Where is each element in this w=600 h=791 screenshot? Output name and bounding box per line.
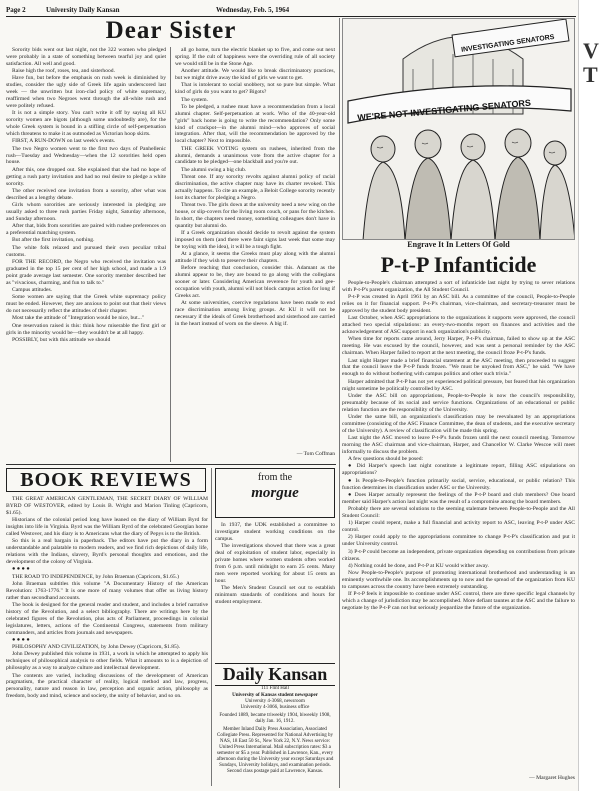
morgue-paragraph: In 1937, the UDK established a committee to investigate student working conditions on the campus. — [215, 522, 335, 542]
paper-name: University Daily Kansan — [46, 6, 120, 14]
pp-infanticide-paragraph: Last night the ASC moved to leave P-t-P's funds frozen until the next council meeting. Tomorrow morning the ASC chairman and vice-chairman, Harper, and Chancellor W. Clarke Wescoe will meet informally to discuss the problem. — [342, 435, 575, 455]
morgue-paragraph: The Men's Student Council set out to establish minimum standards of conditions and hours for student employment. — [215, 584, 335, 605]
newspaper-flag — [215, 663, 335, 775]
flag-line: University 4-3066, business office — [240, 705, 310, 710]
pp-infanticide-paragraph: Now People-to-People's purpose of promoting international brotherhood and understanding is an eminently worthwhile one. Its accomplishments up to now and the spread of the organization from KU to campuses across the country have been extremely outstanding. — [342, 570, 575, 590]
dear-sister-paragraph: The alumni swing a big club. — [181, 166, 247, 173]
dear-sister-signature: — Tom Coffman — [296, 451, 335, 457]
pp-infanticide-column — [342, 280, 575, 775]
dear-sister-paragraph: The white folk relaxed and pursued their own peculiar tribal customs. — [6, 244, 166, 258]
dear-sister-paragraph: Another attitude. We would like to break discriminatory practices, but we might drive away the kind of girls we want to get. — [175, 68, 335, 82]
dear-sister-paragraph: FOR THE RECORD, the Negro who received the invitation was graduated in the top 15 per cent of her high school, and made a 1.9 point grade average last semester. One sorority member described her as "vivacious, charming, and fun to talk to." — [6, 258, 166, 286]
flag-line: University of Kansas student newspaper — [232, 693, 318, 698]
section-rule — [6, 464, 336, 465]
adjacent-page-edge — [578, 0, 600, 791]
pp-infanticide-paragraph: ● Is People-to-People's function primarily social, service, educational, or public relation? This function determines its classification under ASC or the University. — [342, 477, 575, 491]
pp-infanticide-paragraph: ● Did Harper's speech last night constitute a legitimate report, filling ASC stipulations on appropriations? — [342, 463, 575, 477]
cartoon-drawing — [343, 19, 575, 240]
dear-sister-paragraph: Sorority bids went out last night, not the 322 women who pledged were probably in a state of something between tearful joy and quiet satisfaction. All well and good. — [6, 47, 166, 67]
dear-sister-paragraph: Have fun, but before the emphasis on rush week is diminished by studies, consider the ugly side of Greek life again underscored last week — the unwritten but iron-clad policy of white supremacy, reaffirmed when two Negroes went through the all-white rush and were politely refused. — [6, 75, 166, 110]
pp-infanticide-paragraph: Last night Harper made a brief financial statement at the ASC meeting, then proceeded to suggest that the council leave the P-t-P funds frozen. "We must be unyoked from ASC," he said. "We have enough to do without bothering with campus politics and other such trivia." — [342, 357, 575, 378]
pp-infanticide-paragraph: When time for reports came around, Jerry Harper, P-t-P's chairman, failed to show up at the ASC meeting. He was excused by the council, however, and was sent a personal reminder by the ASC chairman. When Harper failed to report at the next meeting, the council froze P-t-P's funds. — [342, 336, 575, 357]
page-masthead — [6, 5, 576, 17]
book-review-paragraph: John Braeman subtitles this volume "A Documentary History of the American Revolution: 1763-1776." It is one more of many volumes that offer us living history rather than secondhand accounts. — [6, 580, 208, 601]
pp-infanticide-paragraph: 3) P-t-P could become an independent, private organization depending on contributions from private citizens. — [342, 548, 575, 562]
pp-infanticide-paragraph: Probably there are several solutions to the seeming stalemate between People-to-People and the All Student Council: — [342, 506, 575, 519]
dear-sister-paragraph: THE GREEK VOTING system on rushees, inherited from the alumni, demands a unanimous vote from the active chapter for a candidate to be pledged—one blackball and you're out. — [175, 145, 335, 166]
adjacent-page-letter: V — [583, 38, 599, 63]
book-review-paragraph: ● ● ● ● — [12, 636, 30, 643]
dear-sister-paragraph: The system. — [181, 96, 209, 103]
dear-sister-paragraph: Threat one. If any sorority revolts against alumni policy of racial discrimination, the active chapter may have its charter revoked. This actually happens. To cite an example, a Beloit College sorority recently lost its charter for pledging a Negro. — [175, 174, 335, 201]
dear-sister-headline: Dear Sister — [105, 17, 237, 44]
flag-address: 111 Flint Hall — [261, 686, 289, 691]
flag-line: Founded 1889, became triweekly 1904, biweekly 1908, daily Jan. 16, 1912. — [219, 713, 331, 724]
dear-sister-paragraph: Raise high the roof, roses, tea, and sisterhood. — [12, 68, 115, 75]
pp-infanticide-headline: P-t-P Infanticide — [380, 252, 537, 277]
pp-infanticide-paragraph: Under the ASC bill on appropriations, People-to-People is now the council's responsibility, presumably because of its social and service functions. Organizations of an educational or public relation function are the responsibility of the University. — [342, 392, 575, 413]
pp-infanticide-paragraph: If P-t-P feels it impossible to continue under ASC control, there are three specific legal channels by which a change of jurisdiction may be accomplished. More defiant tauntes at the ASC and the failure to negotiate by the P-t-P can not but seriously jeopardize the future of the organization. — [342, 591, 575, 612]
pp-infanticide-paragraph: 2) Harper could apply to the appropriations committee to change P-t-P's classification and put it under University control. — [342, 534, 575, 548]
dear-sister-paragraph: At a glance, it seems the Greeks must play along with the alumni attitude if they wish to preserve their chapters. — [175, 251, 335, 265]
dear-sister-paragraph: But after the first invitation, nothing. — [12, 237, 95, 244]
dear-sister-paragraph: If a Greek organization should decide to revolt against the system imposed on them (and there were faint signs last week that some may be toying with the idea), it will be a tough fight. — [175, 230, 335, 250]
dear-sister-paragraph: all go home, turn the electric blanket up to five, and come out next spring. If the cult of happiness were the overriding rule of all society we would still be in the Stone Age. — [175, 47, 335, 67]
morgue-from: from the — [257, 472, 293, 483]
cartoon-caption: Engrave It In Letters Of Gold — [407, 240, 510, 249]
dear-sister-paragraph: After that, bids from sororities are paired with rushee preferences on a preferential matching system. — [6, 223, 166, 237]
dear-sister-column-1 — [6, 47, 166, 463]
pp-infanticide-paragraph: P-t-P was created in April 1961 by an ASC bill. As a committee of the council, People-to-People relies on it for financial support. P-t-P's chairman, vice-chairman, and secretary-treasurer must be approved by the student body president. — [342, 294, 575, 315]
morgue-paragraph: The investigations showed that there was a great deal of exploitation of student labor, especially in private homes where women students often worked from 6 p.m. until midnight to earn 25 cents. Many men were reported working for about 15 cents an hour. — [215, 543, 335, 584]
pp-infanticide-paragraph: People-to-People's chairman attempted a sort of infanticide last night by trying to sever relations with P-t-P's parent organization, the All Student Council. — [342, 280, 575, 293]
cartoon-banner-text: WE'RE NOT INVESTIGATING SENATORS — [356, 97, 532, 123]
dear-sister-paragraph: One reservation raised is this: think how miserable the first girl or girls in the minority would be—they wouldn't be at all happy. — [6, 322, 166, 336]
book-review-paragraph: The book is designed for the general reader and student, and includes a brief narrative history of the Revolution, and a select bibliography. There are writings here by the celebrated figures of the Revolution, plus acts of Parliament, proceedings in colonial legislatures, letters, actions of the Continental Congress, statements from military commanders, and articles from journals and newspapers. — [6, 601, 208, 636]
column-divider — [339, 18, 340, 788]
pp-infanticide-signature: — Margaret Hughes — [529, 775, 575, 781]
editorial-cartoon — [342, 18, 575, 240]
dear-sister-paragraph: To be pledged, a rushee must have a recommendation from a local alumni chapter. Self-perpetuation at work. Who of the 40-year-old "girls" back home is going to write the recommendation? Only some kind of crackpot—in the alumni mind—who approves of social integration. After that, will the recommendation be approved by the local chapter? Next to impossible. — [175, 103, 335, 145]
book-review-paragraph: THE GREAT AMERICAN GENTLEMAN, THE SECRET DIARY OF WILLIAM BYRD OF WESTOVER, edited by Louis B. Wright and Marion Tinling (Capricorn, $1.65). — [6, 496, 208, 516]
pp-infanticide-paragraph: Harper admitted that P-t-P has not yet experienced political pressure, but feared that his organization might sometime be politically controlled by ASC. — [342, 378, 575, 392]
pp-infanticide-paragraph: Under the same bill, an organization's classification may be reevaluated by an appropriations committee (consisting of the ASC Finance Committee, the dean of students, and the executive secretary of the University). A review of classification will be made this spring. — [342, 413, 575, 434]
page-number: Page 2 — [6, 6, 26, 14]
flag-line: University 4-3068, newsroom — [245, 699, 305, 704]
dear-sister-paragraph: That is intolerant to social snobbery, not so pure but simple. What kind of girls do you want to get? Bigots? — [175, 82, 335, 96]
book-reviews-column — [6, 496, 208, 786]
flag-name: Daily Kansan — [215, 663, 335, 686]
book-review-paragraph: PHILOSOPHY AND CIVILIZATION, by John Dewey (Capricorn, $1.85). — [12, 644, 181, 651]
book-review-paragraph: So this is a real bargain in paperback. The editors have put the diary in a form understandable and palatable to modern readers, and we find rich depictions of daily life, relations with the Indians, slavery, Byrd's personal thoughts and emotions, and the development of the colony of Virginia. — [6, 538, 208, 565]
column-divider — [170, 47, 171, 462]
dear-sister-paragraph: Before reaching that conclusion, consider this. Adamant as the alumni appear to be, they are bound to go along with the collegians sooner or later. Considering American reverence for youth and gee-occupation with youth, alumni will not block campus action for long if Greeks act. — [175, 265, 335, 300]
book-review-paragraph: THE ROAD TO INDEPENDENCE, by John Braeman (Capricorn, $1.65.) — [12, 573, 179, 580]
from-the-morgue-box — [215, 468, 335, 518]
dear-sister-paragraph: Some women are saying that the Greek white supremacy policy must be ended. However, they are anxious to point out that their views do not necessarily reflect the attitudes of their chapter. — [6, 294, 166, 314]
column-divider — [211, 468, 212, 786]
book-review-paragraph: Historians of the colonial period long have leaned on the diary of William Byrd for insights into life in Virginia. Byrd was the William Byrd of the celebrated Georgian home called Westover, and his diary is to Americans what the diary of Pepys is to the British. — [6, 517, 208, 537]
dear-sister-paragraph: Threat two. The girls down at the university need a new wing on the house, or slip-covers for the living room couch, or pans for the kitchen. In short, the chapters need money, something colleagues don't have in quantity but alumni do. — [175, 202, 335, 229]
flag-line: Member Inland Daily Press Association, Associated Collegiate Press. Represented for National Advertising by NAS, 18 East 50 St., New York 22, N.Y. News service: United Press International. Mail subscription rates: $3 a semester or $5 a year. Published in Lawrence, Kan., every afternoon during the University year except Saturdays and Sundays, University holidays, and examination periods. Second class postage paid at Lawrence, Kansas. — [216, 727, 334, 774]
dear-sister-paragraph: Campus attitudes. — [12, 286, 53, 293]
book-review-paragraph: John Dewey published this volume in 1931, a work in which he attempted to apply his techniques of philosophical analysis to other fields. What it amounts to is a depiction of philosophy as a way to analyze culture and intellectual development. — [6, 651, 208, 672]
dear-sister-paragraph: Most take the attitude of "Integration would be nice, but..." — [12, 315, 145, 322]
dear-sister-paragraph: FIRST, A RUN-DOWN on last week's events. — [12, 138, 116, 145]
morgue-column — [215, 522, 335, 660]
pp-infanticide-paragraph: 4) Nothing could be done, and P-t-P at KU would wither away. — [348, 562, 489, 569]
issue-date: Wednesday, Feb. 5, 1964 — [216, 6, 290, 14]
cartoon-sign-text: INVESTIGATING SENATORS — [460, 33, 555, 54]
dear-sister-paragraph: It is not a simple story. You can't write it off by saying all KU sorority women are bigots (although some undoubtedly are), for the whole Greek system is bound in a stifling circle of self-perpetuation which threatens to make it as outmoded as Victorian hoop skirts. — [6, 110, 166, 138]
book-review-paragraph: The contents are varied, including discussions of the development of American pragmatism, the practical character of reality, logical method and law, progress, personality, nature and reason in law, perception and organic action, philosophy as freedom, body and mind, science and society, the unity of behavior, and so on. — [6, 672, 208, 700]
dear-sister-paragraph: Girls whom sororities are seriously interested in pledging are usually asked to three rush parties Friday night, Saturday afternoon, and Sunday afternoon. — [6, 202, 166, 222]
pp-infanticide-paragraph: ● Does Harper actually represent the feelings of the P-t-P board and club members? One board member said Harper's action last night was the result of a compromise among the board members. — [342, 491, 575, 505]
dear-sister-paragraph: At some universities, coercive regulations have been made to end race discrimination among living groups. At KU it will not be necessary if the ideals of Greek brotherhood and sisterhood are carried in the heart instead of worn on the sleeve. A big if. — [175, 300, 335, 328]
dear-sister-paragraph: The other received one invitation from a sorority, after what was described as a lengthy debate. — [6, 187, 166, 201]
book-reviews-heading: BOOK REVIEWS — [6, 468, 206, 492]
book-review-paragraph: ● ● ● ● — [12, 566, 30, 573]
adjacent-page-letter: T — [583, 62, 598, 87]
dear-sister-paragraph: After this, one dropped out. She explained that she had no hope of getting a rush party invitation and had no real desire to pledge a white sorority. — [6, 166, 166, 187]
pp-infanticide-paragraph: 1) Harper could repent, make a full financial and activity report to ASC, leaving P-t-P under ASC control. — [342, 520, 575, 534]
dear-sister-column-2 — [175, 47, 335, 452]
pp-infanticide-paragraph: Last October, when ASC appropriations to the organizations it supports were approved, the council attached two special stipulations: an every-two-months report on finances and activities and the acknowledgement of ASC support in each organization's publicity. — [342, 315, 575, 336]
dear-sister-paragraph: The two Negro women went to the first two days of Panhellenic rush—Tuesday and Wednesday—when the 12 sororities held open house. — [6, 145, 166, 166]
pp-infanticide-paragraph: A few questions should be posed: — [348, 456, 424, 463]
morgue-title: morgue — [251, 485, 299, 501]
dear-sister-paragraph: POSSIBLY, but with this attitude we should — [12, 336, 111, 343]
